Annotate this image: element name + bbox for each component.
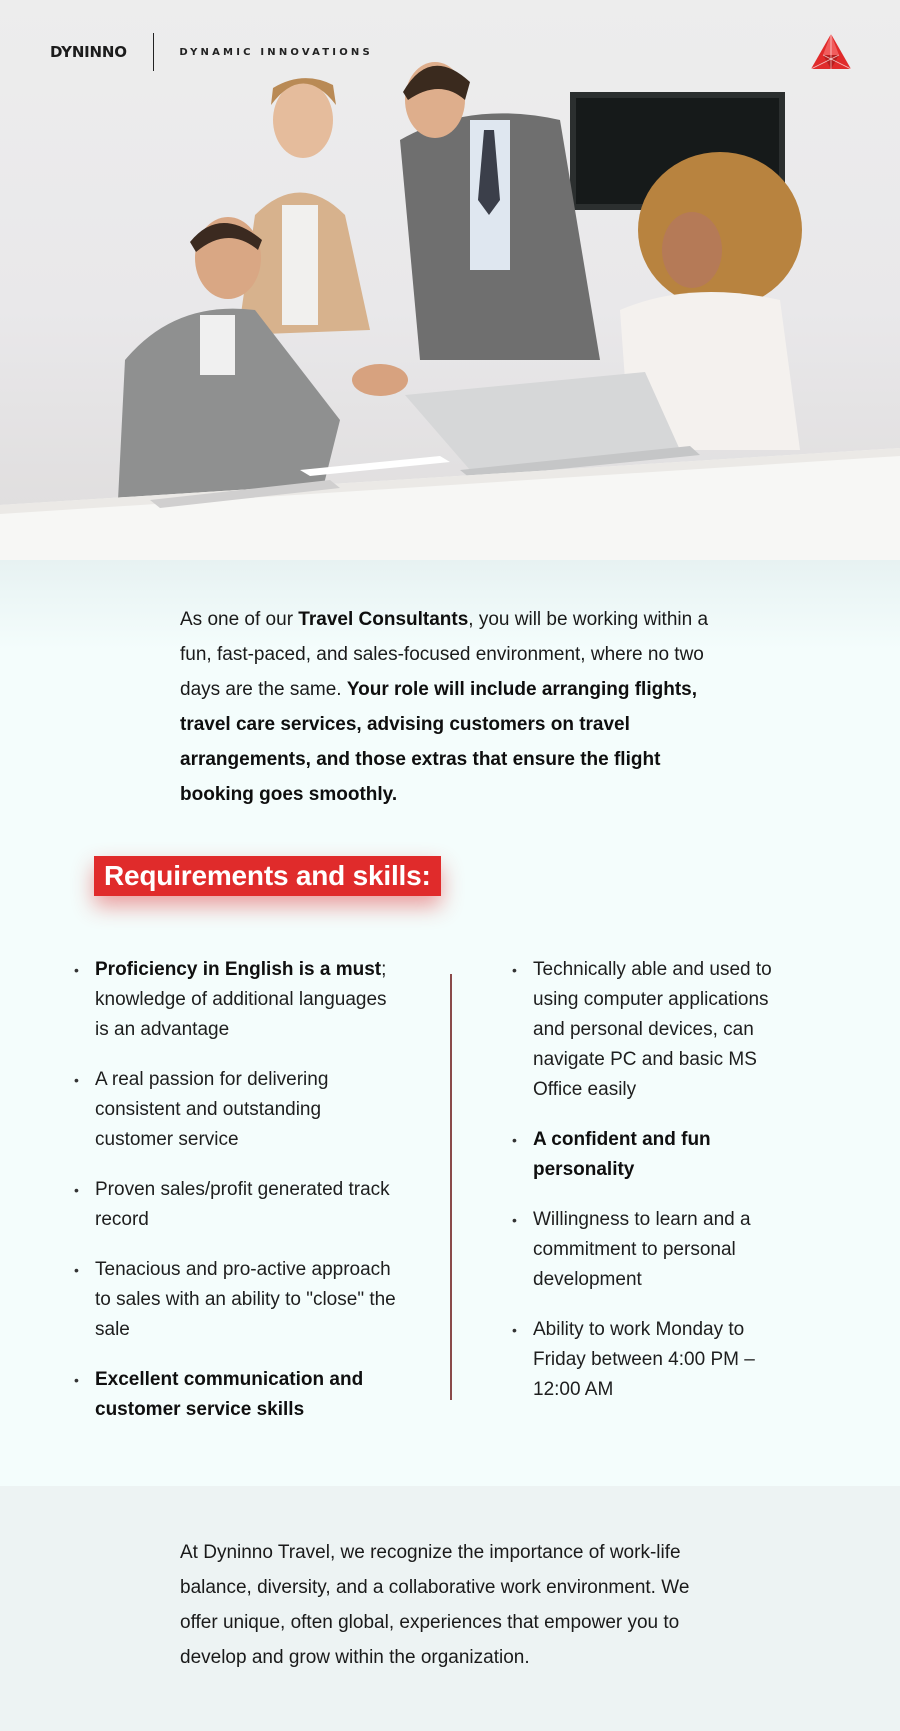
bullet-icon: •	[512, 1212, 517, 1228]
bullet-icon: •	[512, 1322, 517, 1338]
list-item: • Ability to work Monday to Friday between 4:00 PM – 12:00 AM	[512, 1315, 802, 1405]
bullet-icon: •	[74, 1262, 79, 1278]
list-item: • A real passion for delivering consistent and outstanding customer service	[74, 1065, 404, 1155]
brand-divider	[153, 33, 155, 71]
brand-tagline: DYNAMIC INNOVATIONS	[179, 46, 373, 58]
intro-text-2: , you will be working within a fun, fast-paced, and sales-focused environment, where no two days are the same.	[180, 609, 709, 700]
bullet-icon: •	[512, 962, 517, 978]
column-divider	[450, 974, 452, 1400]
dyninno-logo[interactable]: DYNINNO	[50, 43, 127, 61]
footer-paragraph: At Dyninno Travel, we recognize the importance of work-life balance, diversity, and a collaborative work environment. We offer unique, often global, experiences that empower you to develop and grow within the organization.	[180, 1542, 690, 1668]
requirements-list-right	[512, 955, 802, 1425]
intro-text-1: As one of our	[180, 609, 299, 630]
hero-photo-team-handshake	[0, 0, 900, 560]
hero-banner	[0, 0, 900, 560]
list-item: • Proficiency in English is a must; knowledge of additional languages is an advantage	[74, 955, 404, 1045]
list-item: • Excellent communication and customer service skills	[74, 1365, 404, 1425]
bullet-icon: •	[74, 1072, 79, 1088]
dyninno-triangle-icon	[810, 33, 852, 71]
list-item: • Technically able and used to using computer applications and personal devices, can navigate PC and basic MS Office easily	[512, 955, 802, 1105]
list-item: • Proven sales/profit generated track record	[74, 1175, 404, 1235]
bullet-icon: •	[512, 1132, 517, 1148]
intro-highlight-duties: Your role will include arranging flights, travel care services, advising customers on travel arrangements, and those extras that ensure the flight booking goes smoothly.	[180, 679, 698, 805]
list-item: • A confident and fun personality	[512, 1125, 802, 1185]
brand-header	[50, 33, 373, 71]
intro-paragraph	[180, 602, 720, 812]
bullet-icon: •	[74, 1372, 79, 1388]
list-item: • Tenacious and pro-active approach to sales with an ability to "close" the sale	[74, 1255, 404, 1345]
requirements-heading: Requirements and skills:	[94, 856, 441, 896]
bullet-icon: •	[74, 962, 79, 978]
intro-highlight-role: Travel Consultants	[298, 609, 469, 630]
bullet-icon: •	[74, 1182, 79, 1198]
requirements-list-left	[74, 955, 404, 1445]
list-item: • Willingness to learn and a commitment to personal development	[512, 1205, 802, 1295]
